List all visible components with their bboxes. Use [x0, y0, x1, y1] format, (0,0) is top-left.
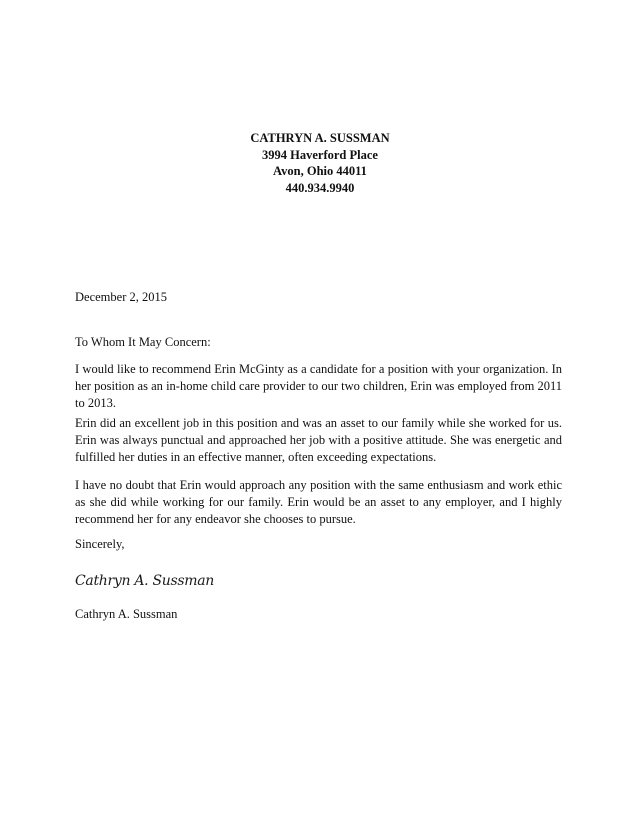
sender-phone: 440.934.9940	[285, 180, 355, 195]
letterhead	[230, 130, 410, 196]
letter-date: December 2, 2015	[75, 290, 167, 304]
sender-name: CATHRYN A. SUSSMAN	[250, 131, 390, 145]
body-paragraph-3: I have no doubt that Erin would approach any position with the same enthusiasm and work ethic as she did while working for our family. Erin would be an asset to any employer, and I highly recommend her for any endeavor she chooses to pursue.	[75, 478, 562, 526]
closing: Sincerely,	[75, 537, 125, 551]
printed-name: Cathryn A. Sussman	[75, 607, 178, 621]
handwritten-signature: Cathryn A. Sussman	[75, 573, 214, 589]
sender-city: Avon, Ohio 44011	[273, 164, 367, 178]
sender-street: 3994 Haverford Place	[262, 147, 378, 162]
salutation: To Whom It May Concern:	[75, 335, 211, 349]
body-paragraph-1: I would like to recommend Erin McGinty as a candidate for a position with your organization. In her position as an in-home child care provider to our two children, Erin was employed from 2011 to 2013.	[75, 362, 562, 410]
body-paragraph-2: Erin did an excellent job in this position and was an asset to our family while she worked for us. Erin was always punctual and approached her job with a positive attitude. She was energetic and fulfilled her duties in an effective manner, often exceeding expectations.	[75, 416, 562, 464]
